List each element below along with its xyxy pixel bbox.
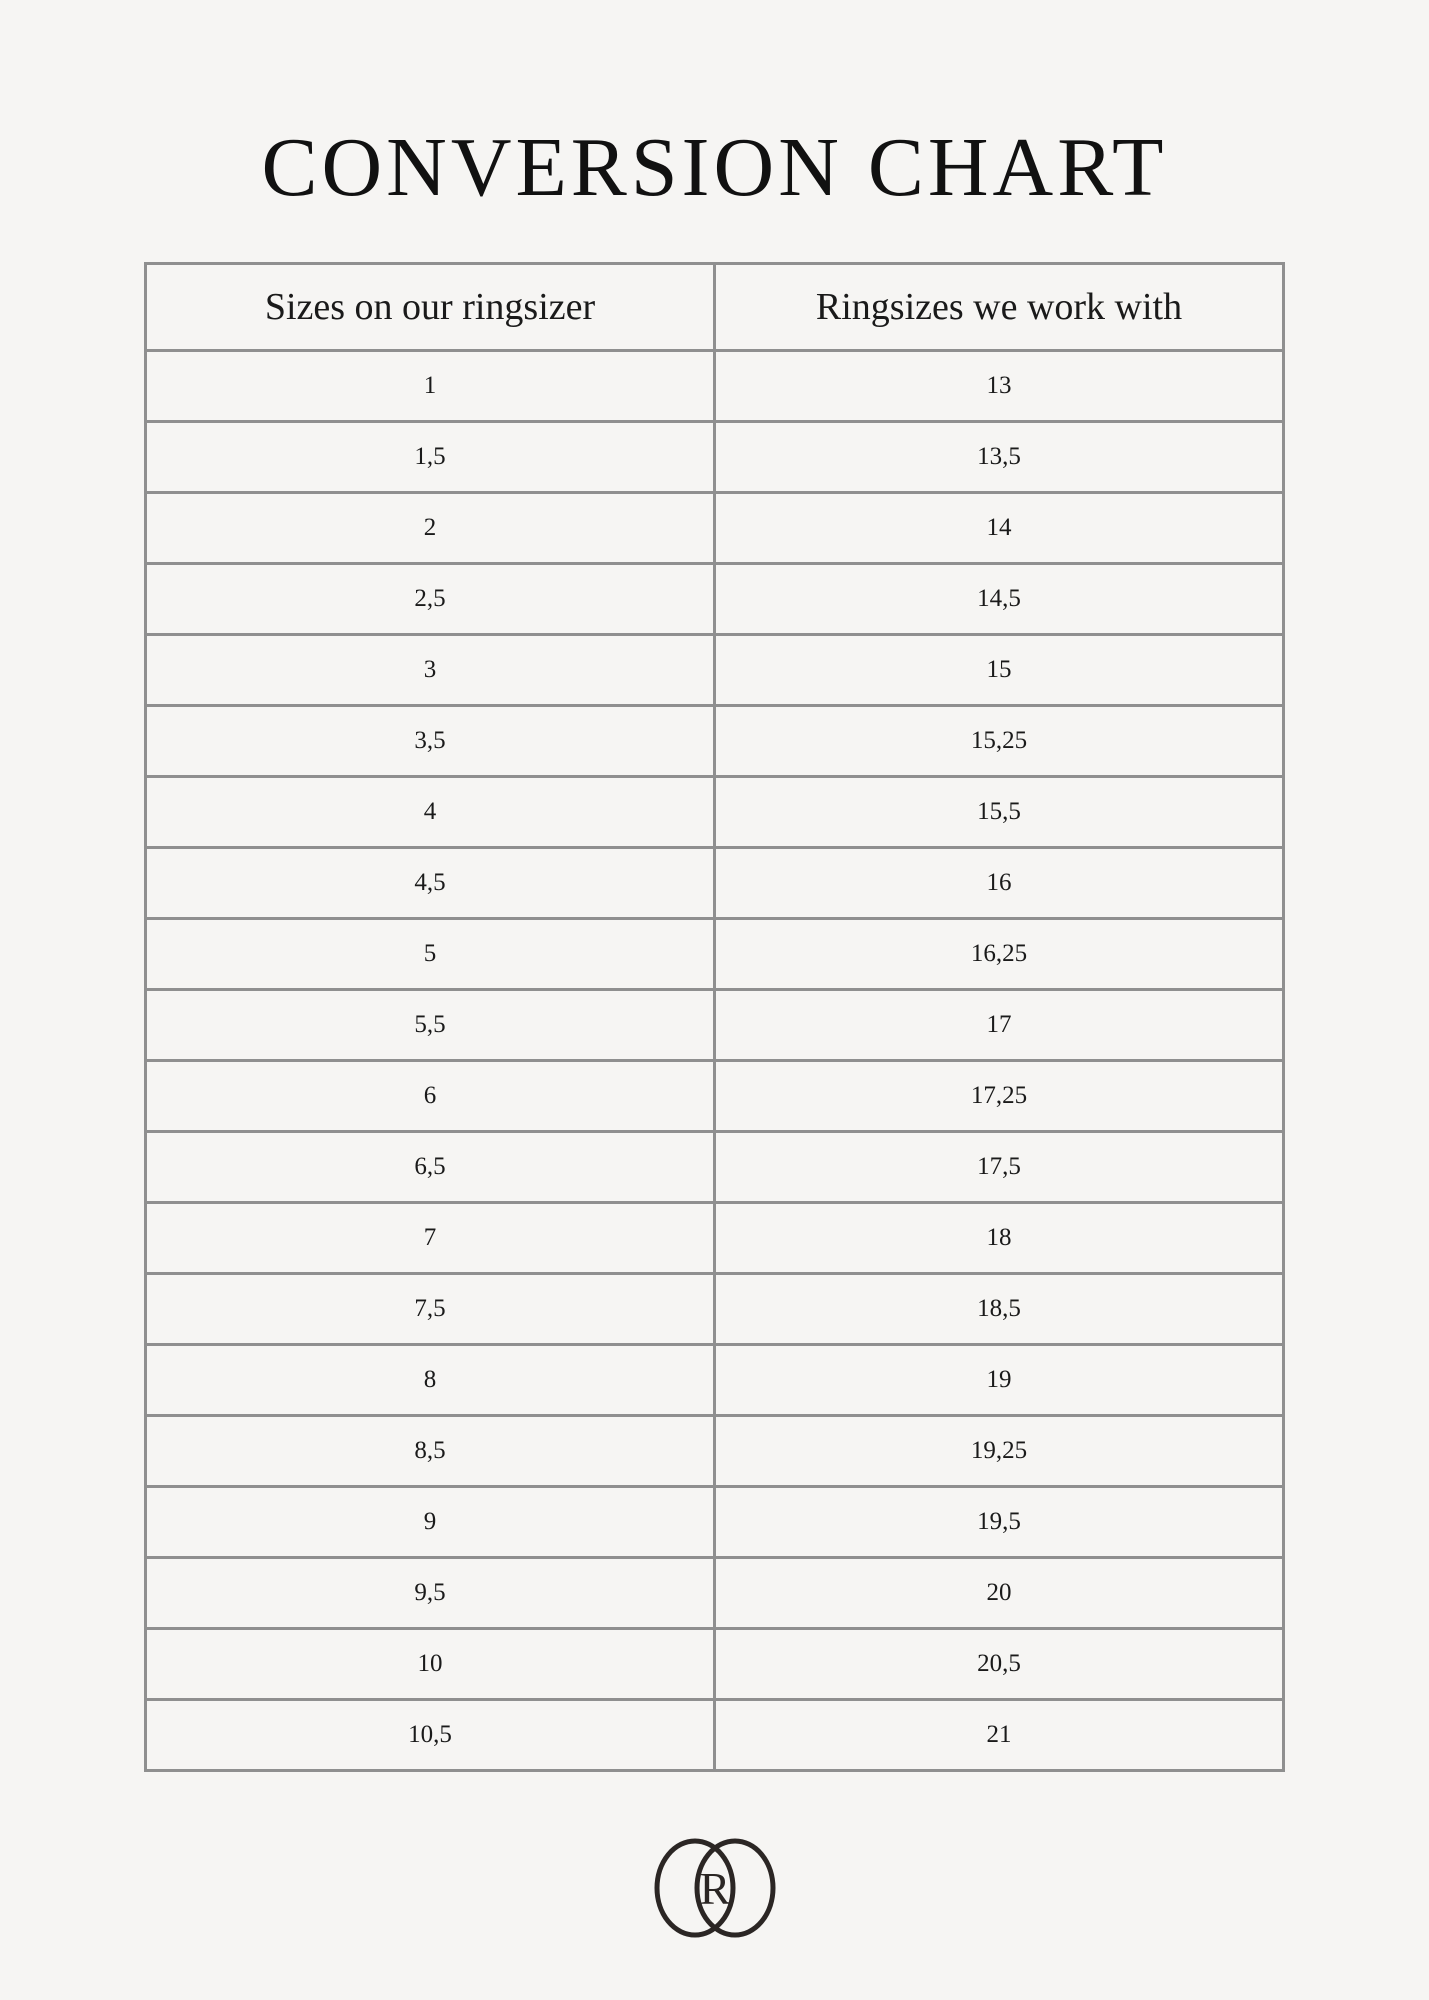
table-header-row [146, 264, 1284, 351]
ring-size-cell: 17,25 [715, 1061, 1284, 1132]
ringsizer-size-cell: 2 [146, 493, 715, 564]
ring-size-cell: 16,25 [715, 919, 1284, 990]
ring-size-cell: 18,5 [715, 1274, 1284, 1345]
ringsizer-size-cell: 2,5 [146, 564, 715, 635]
logo-letter: R [699, 1863, 731, 1914]
table-row [146, 1132, 1284, 1203]
ring-size-cell: 14,5 [715, 564, 1284, 635]
ringsizer-size-cell: 1,5 [146, 422, 715, 493]
ringsizer-size-cell: 7 [146, 1203, 715, 1274]
conversion-table [144, 262, 1285, 1772]
ring-size-cell: 15,25 [715, 706, 1284, 777]
ringsizer-size-cell: 6,5 [146, 1132, 715, 1203]
table-row [146, 990, 1284, 1061]
column-header-ringsizer: Sizes on our ringsizer [146, 264, 715, 351]
ring-size-cell: 19,25 [715, 1416, 1284, 1487]
table-row [146, 1345, 1284, 1416]
table-row [146, 1700, 1284, 1771]
monogram-r-logo-icon [653, 1836, 777, 1940]
ring-size-cell: 21 [715, 1700, 1284, 1771]
ringsizer-size-cell: 4,5 [146, 848, 715, 919]
table-row [146, 635, 1284, 706]
ring-size-cell: 20 [715, 1558, 1284, 1629]
table-row [146, 706, 1284, 777]
table-row [146, 1416, 1284, 1487]
ring-size-cell: 17,5 [715, 1132, 1284, 1203]
ringsizer-size-cell: 4 [146, 777, 715, 848]
ringsizer-size-cell: 7,5 [146, 1274, 715, 1345]
ring-size-cell: 17 [715, 990, 1284, 1061]
table-row [146, 1203, 1284, 1274]
ring-size-cell: 18 [715, 1203, 1284, 1274]
page-title: CONVERSION CHART [261, 121, 1168, 214]
table-row [146, 351, 1284, 422]
table-row [146, 777, 1284, 848]
ring-size-cell: 13,5 [715, 422, 1284, 493]
ringsizer-size-cell: 3,5 [146, 706, 715, 777]
table-row [146, 493, 1284, 564]
ringsizer-size-cell: 10,5 [146, 1700, 715, 1771]
table-body [146, 351, 1284, 1771]
ringsizer-size-cell: 10 [146, 1629, 715, 1700]
table-row [146, 1274, 1284, 1345]
ring-size-cell: 19 [715, 1345, 1284, 1416]
ring-size-cell: 13 [715, 351, 1284, 422]
table-row [146, 422, 1284, 493]
ringsizer-size-cell: 1 [146, 351, 715, 422]
column-header-ringsizes: Ringsizes we work with [715, 264, 1284, 351]
table-row [146, 1558, 1284, 1629]
ring-size-cell: 15,5 [715, 777, 1284, 848]
ring-size-cell: 19,5 [715, 1487, 1284, 1558]
ring-size-cell: 16 [715, 848, 1284, 919]
table-row [146, 848, 1284, 919]
ringsizer-size-cell: 6 [146, 1061, 715, 1132]
table-row [146, 1629, 1284, 1700]
ringsizer-size-cell: 9 [146, 1487, 715, 1558]
ring-size-cell: 20,5 [715, 1629, 1284, 1700]
ringsizer-size-cell: 8 [146, 1345, 715, 1416]
table-row [146, 1061, 1284, 1132]
table-row [146, 564, 1284, 635]
ring-size-cell: 15 [715, 635, 1284, 706]
ringsizer-size-cell: 3 [146, 635, 715, 706]
ringsizer-size-cell: 9,5 [146, 1558, 715, 1629]
ring-size-cell: 14 [715, 493, 1284, 564]
ringsizer-size-cell: 5,5 [146, 990, 715, 1061]
ringsizer-size-cell: 5 [146, 919, 715, 990]
ringsizer-size-cell: 8,5 [146, 1416, 715, 1487]
table-row [146, 919, 1284, 990]
table-row [146, 1487, 1284, 1558]
